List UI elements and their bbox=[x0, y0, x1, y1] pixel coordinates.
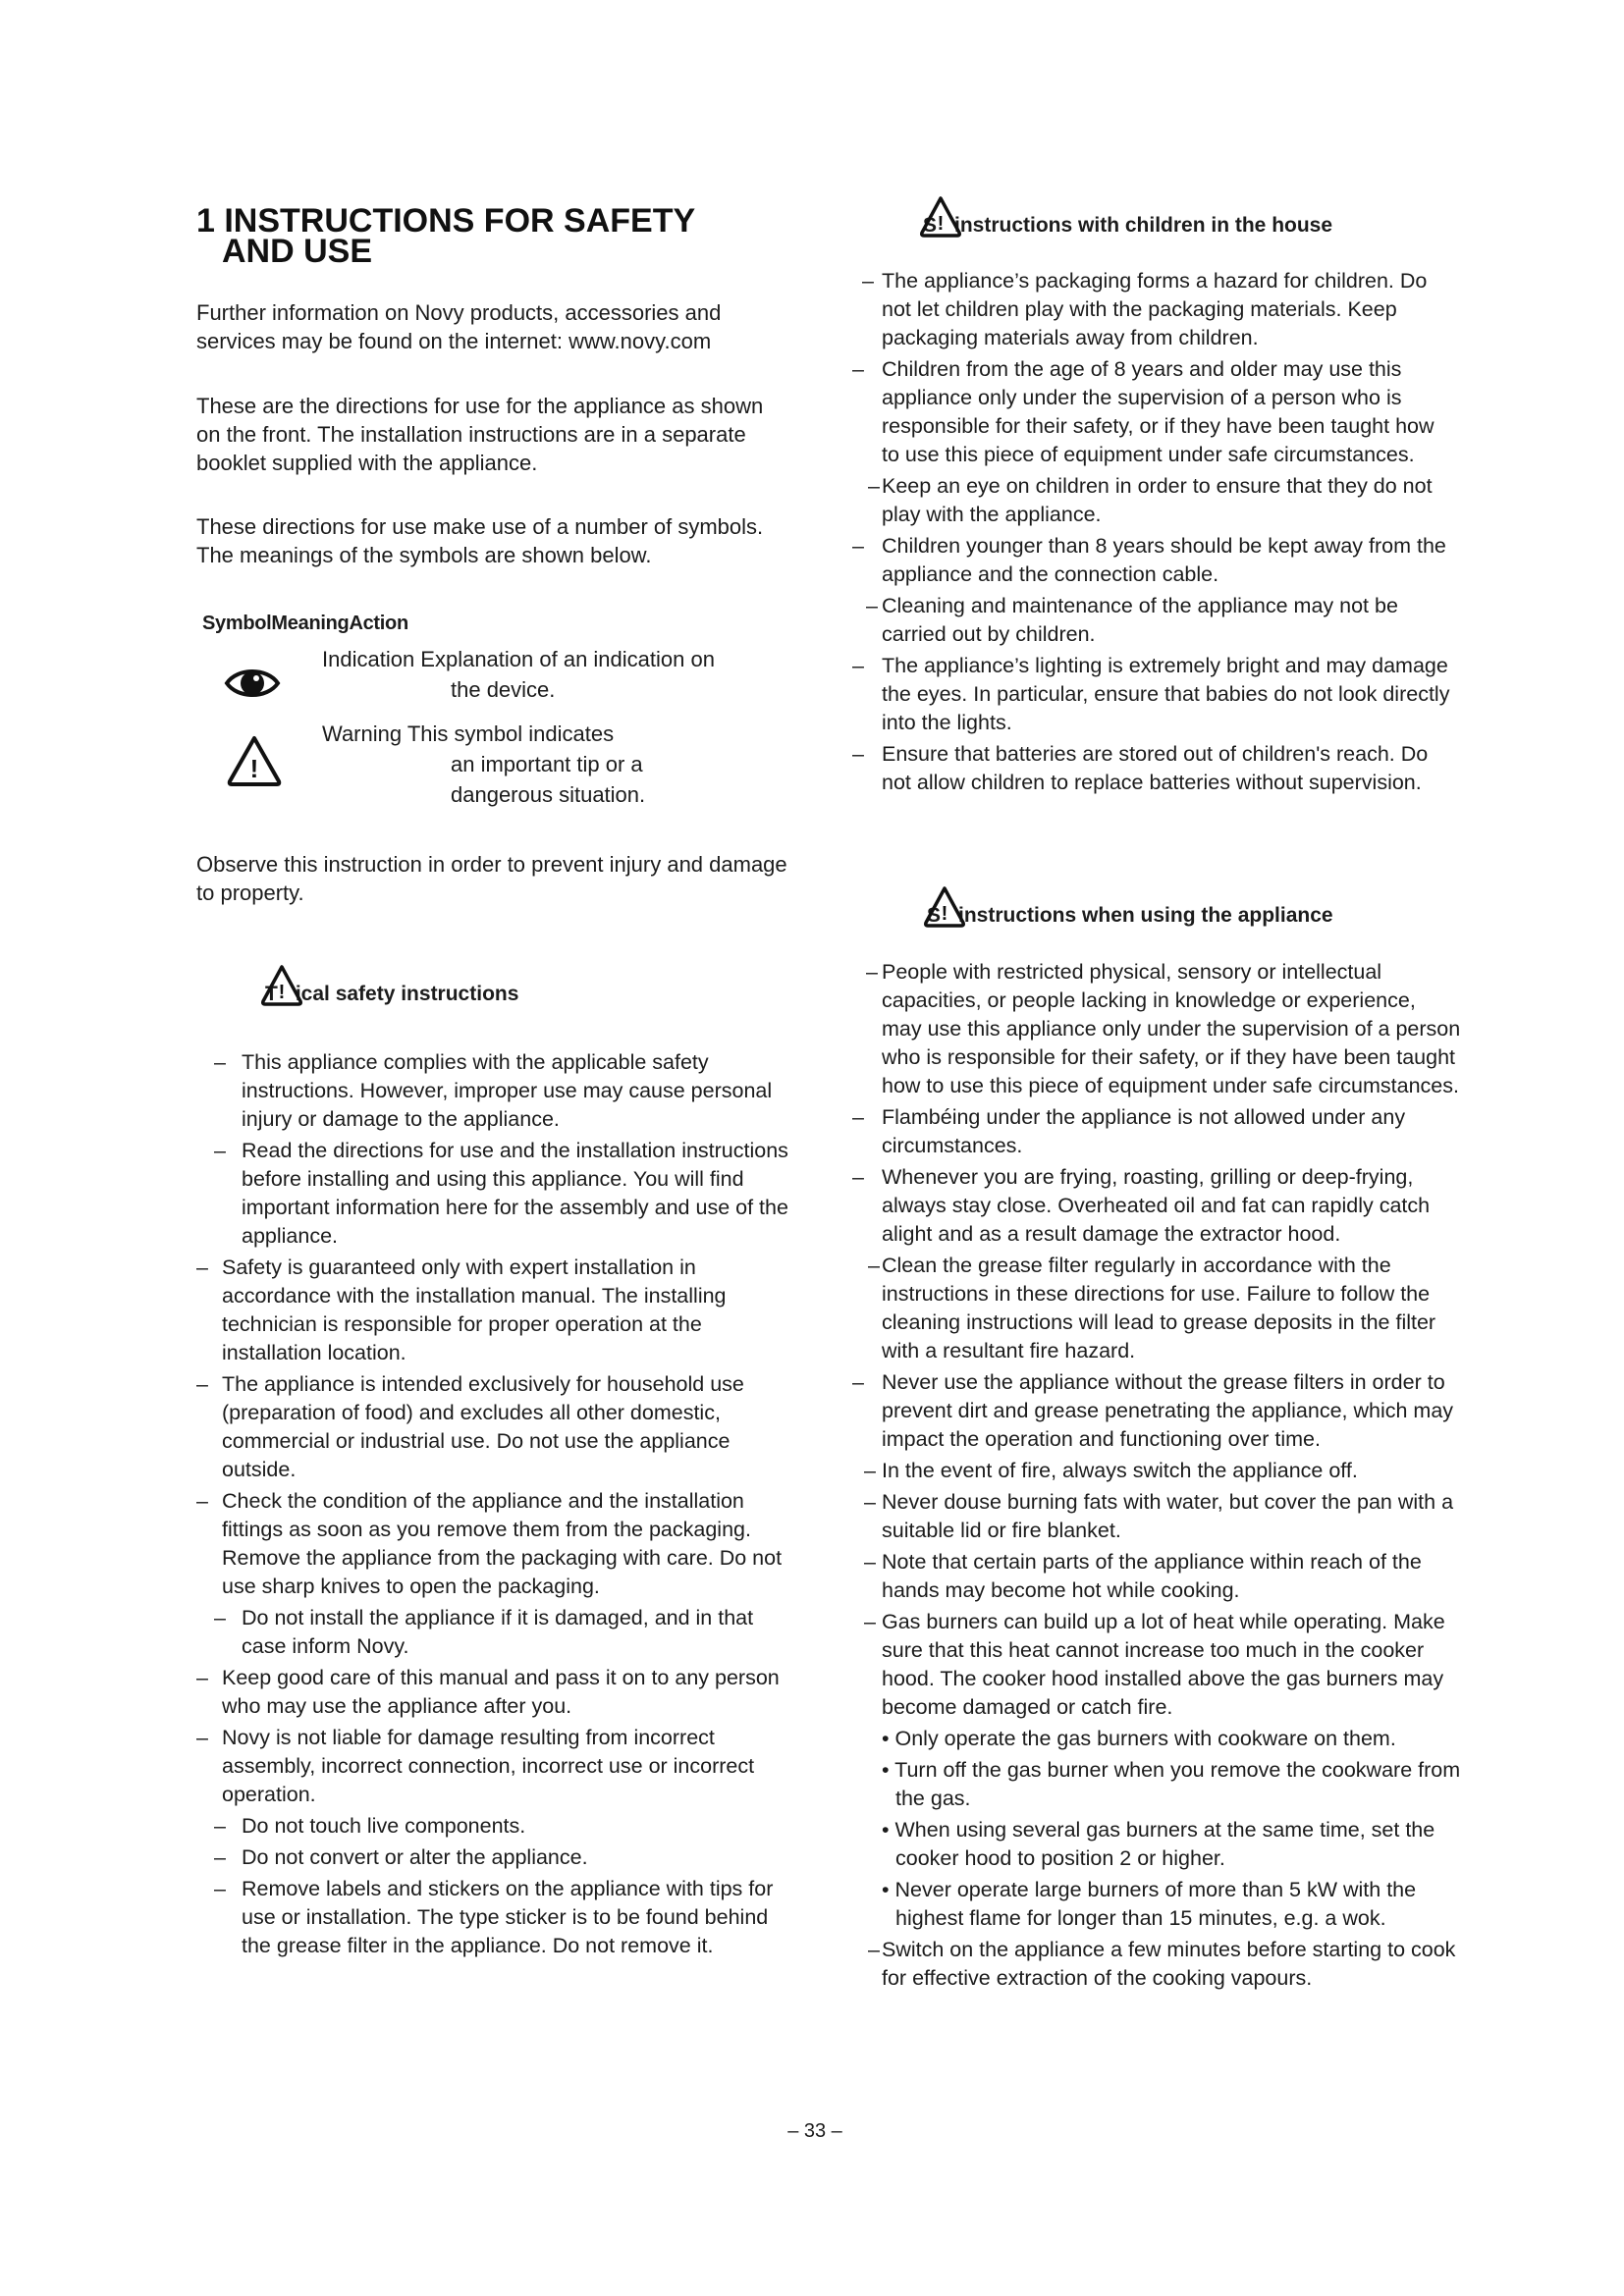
bullet-item: • Only operate the gas burners with cookware on them. bbox=[882, 1727, 1396, 1750]
page-number: – 33 – bbox=[787, 2120, 842, 2142]
intro-paragraph: These directions for use make use of a number of symbols. The meanings of the symbols are shown below. bbox=[196, 514, 764, 567]
warning-icon bbox=[919, 195, 962, 239]
bullet-item: • When using several gas burners at the same time, set the cooker hood to position 2 or higher. bbox=[882, 1818, 1435, 1870]
svg-text:!: ! bbox=[278, 982, 286, 1004]
list-item: – Novy is not liable for damage resulting from incorrect assembly, incorrect connection, incorrect use or incorrect operation. bbox=[196, 1726, 755, 1806]
warning-icon bbox=[260, 964, 303, 1007]
list-item: – This appliance complies with the applicable safety instructions. However, improper use may cause personal injury or damage to the appliance. bbox=[214, 1050, 773, 1131]
list-item: – Safety is guaranteed only with expert installation in accordance with the installation manual. The installing technician is responsible for proper operation at the installation location. bbox=[196, 1255, 727, 1364]
list-item: – Ensure that batteries are stored out of children's reach. Do not allow children to replace batteries without supervision. bbox=[852, 742, 1429, 794]
list-item: – Do not install the appliance if it is damaged, and in that case inform Novy. bbox=[214, 1606, 754, 1658]
list-item: – People with restricted physical, sensory or intellectual capacities, or people lacking in knowledge or experience, may use this appliance only under the supervision of a person who is responsible for their safety, or if they have been taught how to use this piece of equipment under safe circumstances. bbox=[866, 960, 1461, 1097]
list-item: – The appliance’s lighting is extremely bright and may damage the eyes. In particular, ensure that babies do not look directly into the lights. bbox=[852, 654, 1450, 734]
list-item: – Flambéing under the appliance is not allowed under any circumstances. bbox=[852, 1105, 1406, 1157]
section-title bbox=[196, 202, 805, 270]
list-item: – Clean the grease filter regularly in accordance with the instructions in these directions for use. Failure to follow the cleaning instructions will lead to grease deposits in the filter with a resultant fire hazard. bbox=[868, 1254, 1436, 1362]
list-item: – Note that certain parts of the appliance within reach of the hands may become hot while cooking. bbox=[864, 1550, 1422, 1602]
technical-safety-heading: T ! ical safety instructions bbox=[265, 982, 518, 1007]
list-item: – Cleaning and maintenance of the appliance may not be carried out by children. bbox=[866, 594, 1398, 646]
list-item: – Children from the age of 8 years and older may use this appliance only under the supervision of a person who is responsible for their safety, or if they have been taught how to use this piece of equipment under safe circumstances. bbox=[852, 357, 1435, 466]
list-item: – Never douse burning fats with water, but cover the pan with a suitable lid or fire blanket. bbox=[864, 1490, 1454, 1542]
list-item: – Remove labels and stickers on the appliance with tips for use or installation. The type sticker is to be found behind the grease filter in the appliance. Do not remove it. bbox=[214, 1877, 774, 1957]
svg-text:!: ! bbox=[249, 754, 259, 783]
title-line-2: AND USE bbox=[222, 233, 373, 270]
using-safety-heading: S ! instructions when using the appliance bbox=[927, 903, 1333, 929]
bullet-item: • Never operate large burners of more than 5 kW with the highest flame for longer than 15 minutes, e.g. a wok. bbox=[882, 1878, 1417, 1930]
title-line-1: 1 INSTRUCTIONS FOR SAFETY bbox=[196, 202, 696, 240]
intro-paragraph: Further information on Novy products, accessories and services may be found on the internet: www.novy.com bbox=[196, 300, 722, 353]
children-safety-heading: S ! instructions with children in the house bbox=[923, 213, 1332, 239]
eye-icon bbox=[224, 664, 281, 703]
list-item: – Do not touch live components. bbox=[214, 1814, 526, 1838]
list-item: – Keep an eye on children in order to ensure that they do not play with the appliance. bbox=[868, 474, 1433, 526]
list-item: – In the event of fire, always switch the appliance off. bbox=[864, 1459, 1358, 1482]
list-item: – Do not convert or alter the appliance. bbox=[214, 1845, 588, 1869]
symbol-row-indication: Indication Explanation of an indication on the device. bbox=[322, 647, 715, 702]
list-item: – Whenever you are frying, roasting, grilling or deep-frying, always stay close. Overheated oil and fat can rapidly catch alight and as a result damage the extractor hood. bbox=[852, 1165, 1431, 1246]
list-item: – Switch on the appliance a few minutes before starting to cook for effective extraction of the cooking vapours. bbox=[868, 1938, 1456, 1990]
bullet-item: • Turn off the gas burner when you remove the cookware from the gas. bbox=[882, 1758, 1461, 1810]
symbol-row-warning: Warning This symbol indicates an important tip or a dangerous situation. bbox=[322, 721, 646, 807]
list-item: – Gas burners can build up a lot of heat while operating. Make sure that this heat cannot increase too much in the cooker hood. The cooker hood installed above the gas burners may become damaged or catch fire. bbox=[864, 1610, 1445, 1719]
list-item: – The appliance is intended exclusively for household use (preparation of food) and excludes all other domestic, commercial or industrial use. Do not use the appliance outside. bbox=[196, 1372, 744, 1481]
symbol-table-header: SymbolMeaningAction bbox=[202, 613, 408, 634]
list-item: – The appliance’s packaging forms a hazard for children. Do not let children play with the packaging materials. Keep packaging materials away from children. bbox=[862, 269, 1428, 349]
technical-safety-list bbox=[196, 1048, 797, 1963]
svg-text:!: ! bbox=[937, 213, 945, 236]
observe-paragraph: Observe this instruction in order to prevent injury and damage to property. bbox=[196, 852, 787, 905]
svg-text:!: ! bbox=[941, 903, 948, 926]
list-item: – Never use the appliance without the grease filters in order to prevent dirt and grease penetrating the appliance, which may impact the operation and functioning over time. bbox=[852, 1370, 1454, 1451]
list-item: – Children younger than 8 years should be kept away from the appliance and the connection cable. bbox=[852, 534, 1446, 586]
list-item: – Read the directions for use and the installation instructions before installing and using this appliance. You will find important information here for the assembly and use of the appliance. bbox=[214, 1139, 788, 1248]
intro-paragraph: These are the directions for use for the appliance as shown on the front. The installation instructions are in a separate booklet supplied with the appliance. bbox=[196, 394, 764, 475]
using-safety-list bbox=[852, 958, 1461, 1996]
list-item: – Check the condition of the appliance and the installation fittings as soon as you remove them from the packaging. Remove the appliance from the packaging with care. Do not use sharp knives to open the packaging. bbox=[196, 1489, 783, 1598]
children-safety-list bbox=[852, 267, 1457, 800]
warning-icon bbox=[923, 885, 966, 929]
list-item: – Keep good care of this manual and pass it on to any person who may use the appliance after you. bbox=[196, 1666, 780, 1718]
warning-icon bbox=[226, 734, 283, 787]
